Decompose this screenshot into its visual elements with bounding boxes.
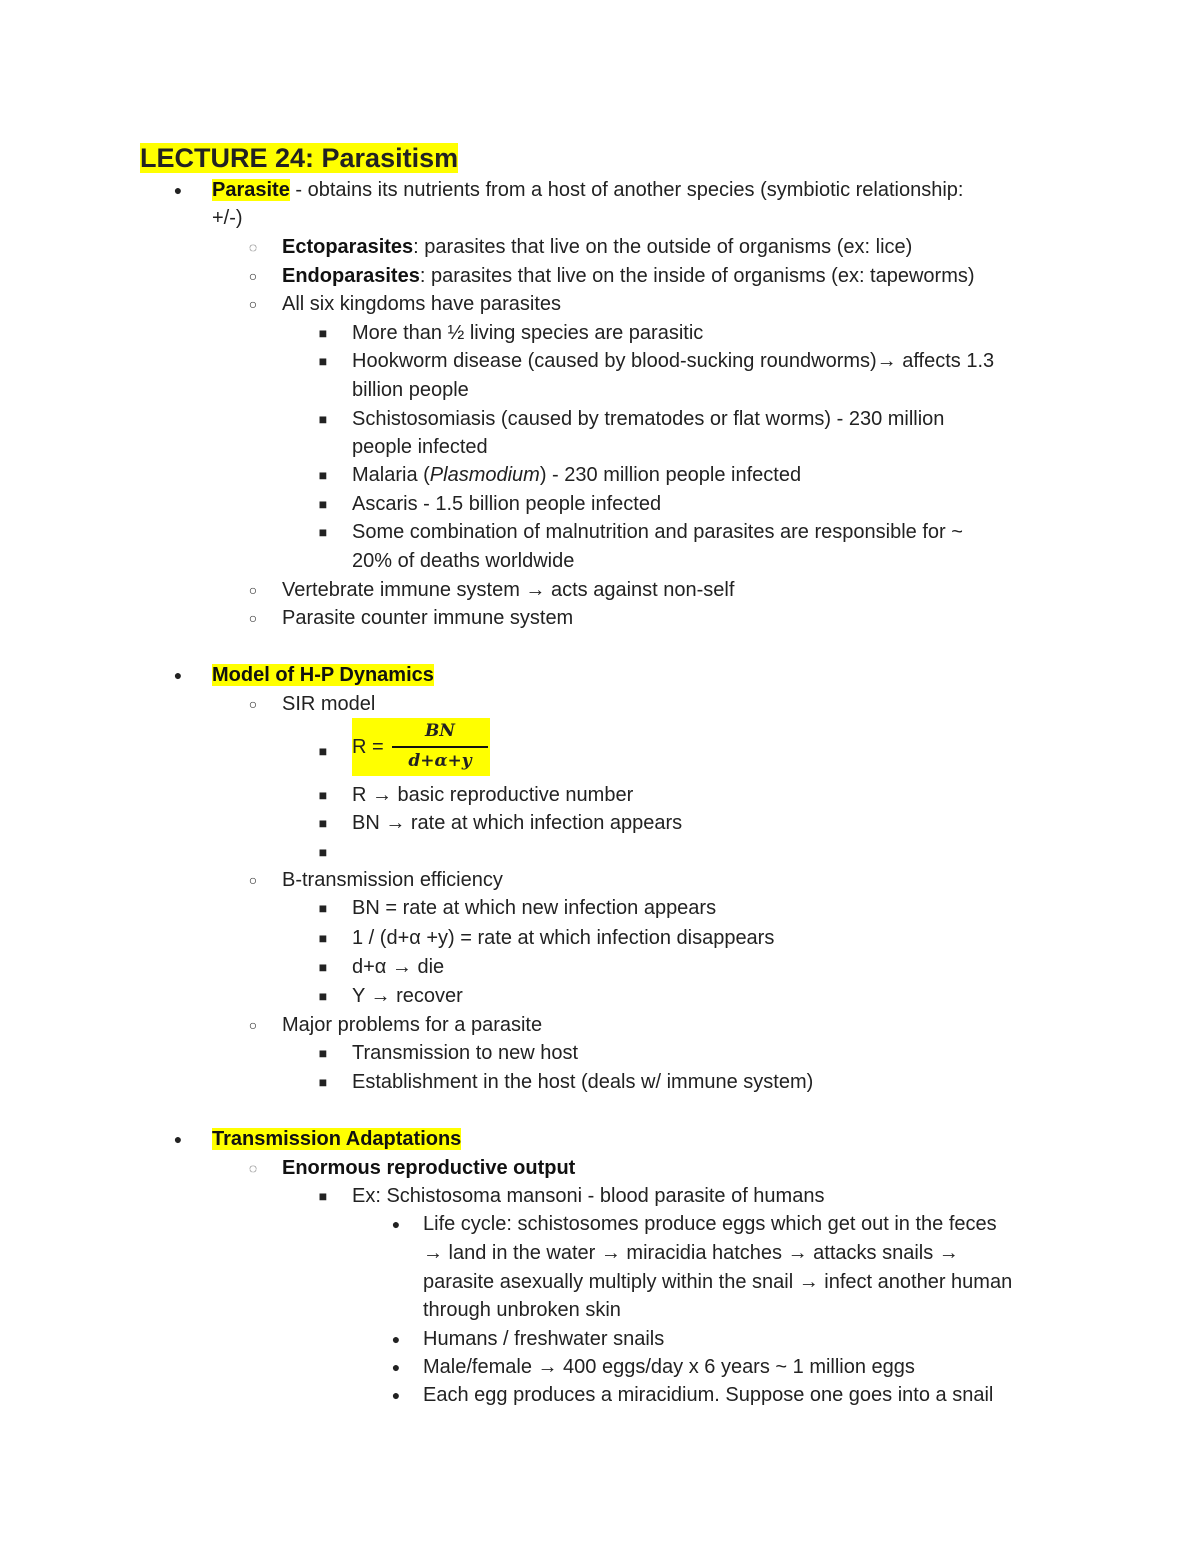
parasite-definition-cont: +/-) xyxy=(212,207,243,229)
stat-malnutrition-cont: 20% of deaths worldwide xyxy=(352,550,575,572)
bullet-filled-icon: ● xyxy=(173,667,183,683)
bullet-square-icon: ■ xyxy=(318,353,328,369)
bullet-square-icon: ■ xyxy=(318,467,328,483)
bullet-hollow-circle-icon: ○ xyxy=(248,610,258,626)
hosts-item: Humans / freshwater snails xyxy=(423,1328,665,1350)
bullet-square-icon: ■ xyxy=(318,1074,328,1090)
bullet-filled-icon: ● xyxy=(391,1359,401,1375)
stat-malaria: Malaria (Plasmodium) - 230 million people infected xyxy=(352,464,802,486)
bullet-filled-icon: ● xyxy=(391,1216,401,1232)
counter-item: Parasite counter immune system xyxy=(282,607,574,629)
sir-item: SIR model xyxy=(282,693,376,715)
bullet-square-icon: ■ xyxy=(318,496,328,512)
stat-hookworm: Hookworm disease (caused by blood-sucking roundworms)→ affects 1.3 xyxy=(352,350,995,372)
bullet-filled-icon: ● xyxy=(173,1131,183,1147)
bullet-square-icon: ■ xyxy=(318,988,328,1004)
bullet-hollow-circle-icon: ○ xyxy=(248,582,258,598)
life-cycle-line-2: → land in the water → miracidia hatches → attacks snails → xyxy=(423,1242,959,1264)
bn-new-infection: BN = rate at which new infection appears xyxy=(352,897,717,919)
bullet-dotted-circle-icon: ◌ xyxy=(248,1160,258,1176)
bn-definition: BN → rate at which infection appears xyxy=(352,812,683,834)
b-efficiency-item: B-transmission efficiency xyxy=(282,869,503,891)
formula-numerator: BN xyxy=(425,721,455,741)
bullet-filled-icon: ● xyxy=(391,1387,401,1403)
bullet-square-icon: ■ xyxy=(318,411,328,427)
vertebrate-item: Vertebrate immune system → acts against non-self xyxy=(282,579,735,601)
life-cycle-line-1: Life cycle: schistosomes produce eggs which get out in the feces xyxy=(423,1213,997,1235)
stat-hookworm-cont: billion people xyxy=(352,379,469,401)
transmission-problem: Transmission to new host xyxy=(352,1042,579,1064)
bullet-square-icon: ■ xyxy=(318,1045,328,1061)
bullet-filled-icon: ● xyxy=(173,182,183,198)
bullet-square-icon: ■ xyxy=(318,325,328,341)
bullet-hollow-circle-icon: ○ xyxy=(248,1017,258,1033)
bullet-square-icon: ■ xyxy=(318,743,328,759)
bullet-hollow-circle-icon: ○ xyxy=(248,696,258,712)
die-item: d+α → die xyxy=(352,956,445,978)
schistosoma-example: Ex: Schistosoma mansoni - blood parasite of humans xyxy=(352,1185,825,1207)
bullet-dotted-circle-icon: ◌ xyxy=(248,239,258,255)
bullet-hollow-circle-icon: ○ xyxy=(248,296,258,312)
life-cycle-line-4: through unbroken skin xyxy=(423,1299,621,1321)
parasite-definition: Parasite - obtains its nutrients from a host of another species (symbiotic relationship: xyxy=(212,179,964,201)
bullet-square-icon: ■ xyxy=(318,844,328,860)
infection-disappears: 1 / (d+α +y) = rate at which infection disappears xyxy=(352,927,775,949)
bullet-hollow-circle-icon: ○ xyxy=(248,268,258,284)
miracidium-item: Each egg produces a miracidium. Suppose one goes into a snail xyxy=(423,1384,994,1406)
stat-more-than-half: More than ½ living species are parasitic xyxy=(352,322,704,344)
r-definition: R → basic reproductive number xyxy=(352,784,634,806)
bullet-square-icon: ■ xyxy=(318,1188,328,1204)
stat-schistosomiasis-cont: people infected xyxy=(352,436,488,458)
stat-schistosomiasis: Schistosomiasis (caused by trematodes or flat worms) - 230 million xyxy=(352,408,945,430)
stat-ascaris: Ascaris - 1.5 billion people infected xyxy=(352,493,662,515)
endoparasites-item: Endoparasites: parasites that live on the inside of organisms (ex: tapeworms) xyxy=(282,265,975,287)
parasite-term: Parasite xyxy=(212,179,290,201)
bullet-square-icon: ■ xyxy=(318,815,328,831)
page-title: LECTURE 24: Parasitism xyxy=(140,143,459,173)
bullet-filled-icon: ● xyxy=(391,1331,401,1347)
bullet-square-icon: ■ xyxy=(318,930,328,946)
bullet-square-icon: ■ xyxy=(318,959,328,975)
bullet-square-icon: ■ xyxy=(318,787,328,803)
life-cycle-line-3: parasite asexually multiply within the snail → infect another human xyxy=(423,1271,1013,1293)
formula-lead: R = xyxy=(352,736,384,758)
major-problems-item: Major problems for a parasite xyxy=(282,1014,543,1036)
kingdoms-item: All six kingdoms have parasites xyxy=(282,293,562,315)
bullet-hollow-circle-icon: ○ xyxy=(248,872,258,888)
model-heading: Model of H-P Dynamics xyxy=(212,664,434,686)
ectoparasites-item: Ectoparasites: parasites that live on the outside of organisms (ex: lice) xyxy=(282,236,913,258)
establishment-problem: Establishment in the host (deals w/ immune system) xyxy=(352,1071,814,1093)
eggs-item: Male/female → 400 eggs/day x 6 years ~ 1 million eggs xyxy=(423,1356,915,1378)
stat-malnutrition: Some combination of malnutrition and parasites are responsible for ~ xyxy=(352,521,963,543)
reproductive-output-item: Enormous reproductive output xyxy=(282,1157,576,1179)
formula-denominator: d+α+y xyxy=(408,751,472,771)
r-formula xyxy=(352,718,490,776)
fraction-bar xyxy=(392,746,488,748)
recover-item: Y → recover xyxy=(352,985,463,1007)
transmission-heading: Transmission Adaptations xyxy=(212,1128,462,1150)
bullet-square-icon: ■ xyxy=(318,524,328,540)
bullet-square-icon: ■ xyxy=(318,900,328,916)
